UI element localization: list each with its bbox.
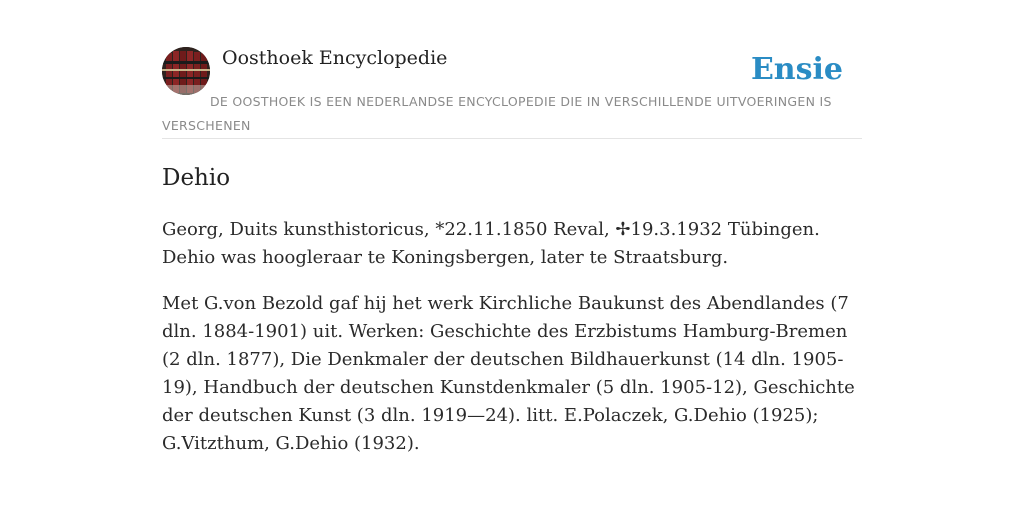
site-description: DE OOSTHOEK IS EEN NEDERLANDSE ENCYCLOPEDIE DIE IN VERSCHILLENDE UITVOERINGEN IS VERSCHENEN (162, 94, 832, 133)
article-paragraph-2: Met G.von Bezold gaf hij het werk Kirchliche Baukunst des Abendlandes (7 dln. 1884-1901) uit. Werken: Geschichte des Erzbistums Hamburg-Bremen (2 dln. 1877), Die Denkmaler der deutschen Bildhauerkunst (14 dln. 1905-19), Handbuch der deutschen Kunstdenkmaler (5 dln. 1905-12), Geschichte der deutschen Kunst (3 dln. 1919—24). litt. E.Polaczek, G.Dehio (1925); G.Vitzthum, G.Dehio (1932). (162, 293, 855, 454)
encyclopedia-avatar[interactable] (162, 47, 210, 95)
site-name-link[interactable]: Oosthoek Encyclopedie (222, 47, 448, 69)
book-spines-icon (162, 47, 210, 95)
article-body (162, 216, 862, 476)
ensie-logo-link[interactable]: Ensie (750, 52, 843, 87)
header-divider (162, 138, 862, 139)
article-title: Dehio (162, 165, 231, 191)
article-paragraph-1: Georg, Duits kunsthistoricus, *22.11.1850 Reval, ✢19.3.1932 Tübingen. Dehio was hoogleraar te Koningsbergen, later te Straatsburg. (162, 219, 820, 268)
